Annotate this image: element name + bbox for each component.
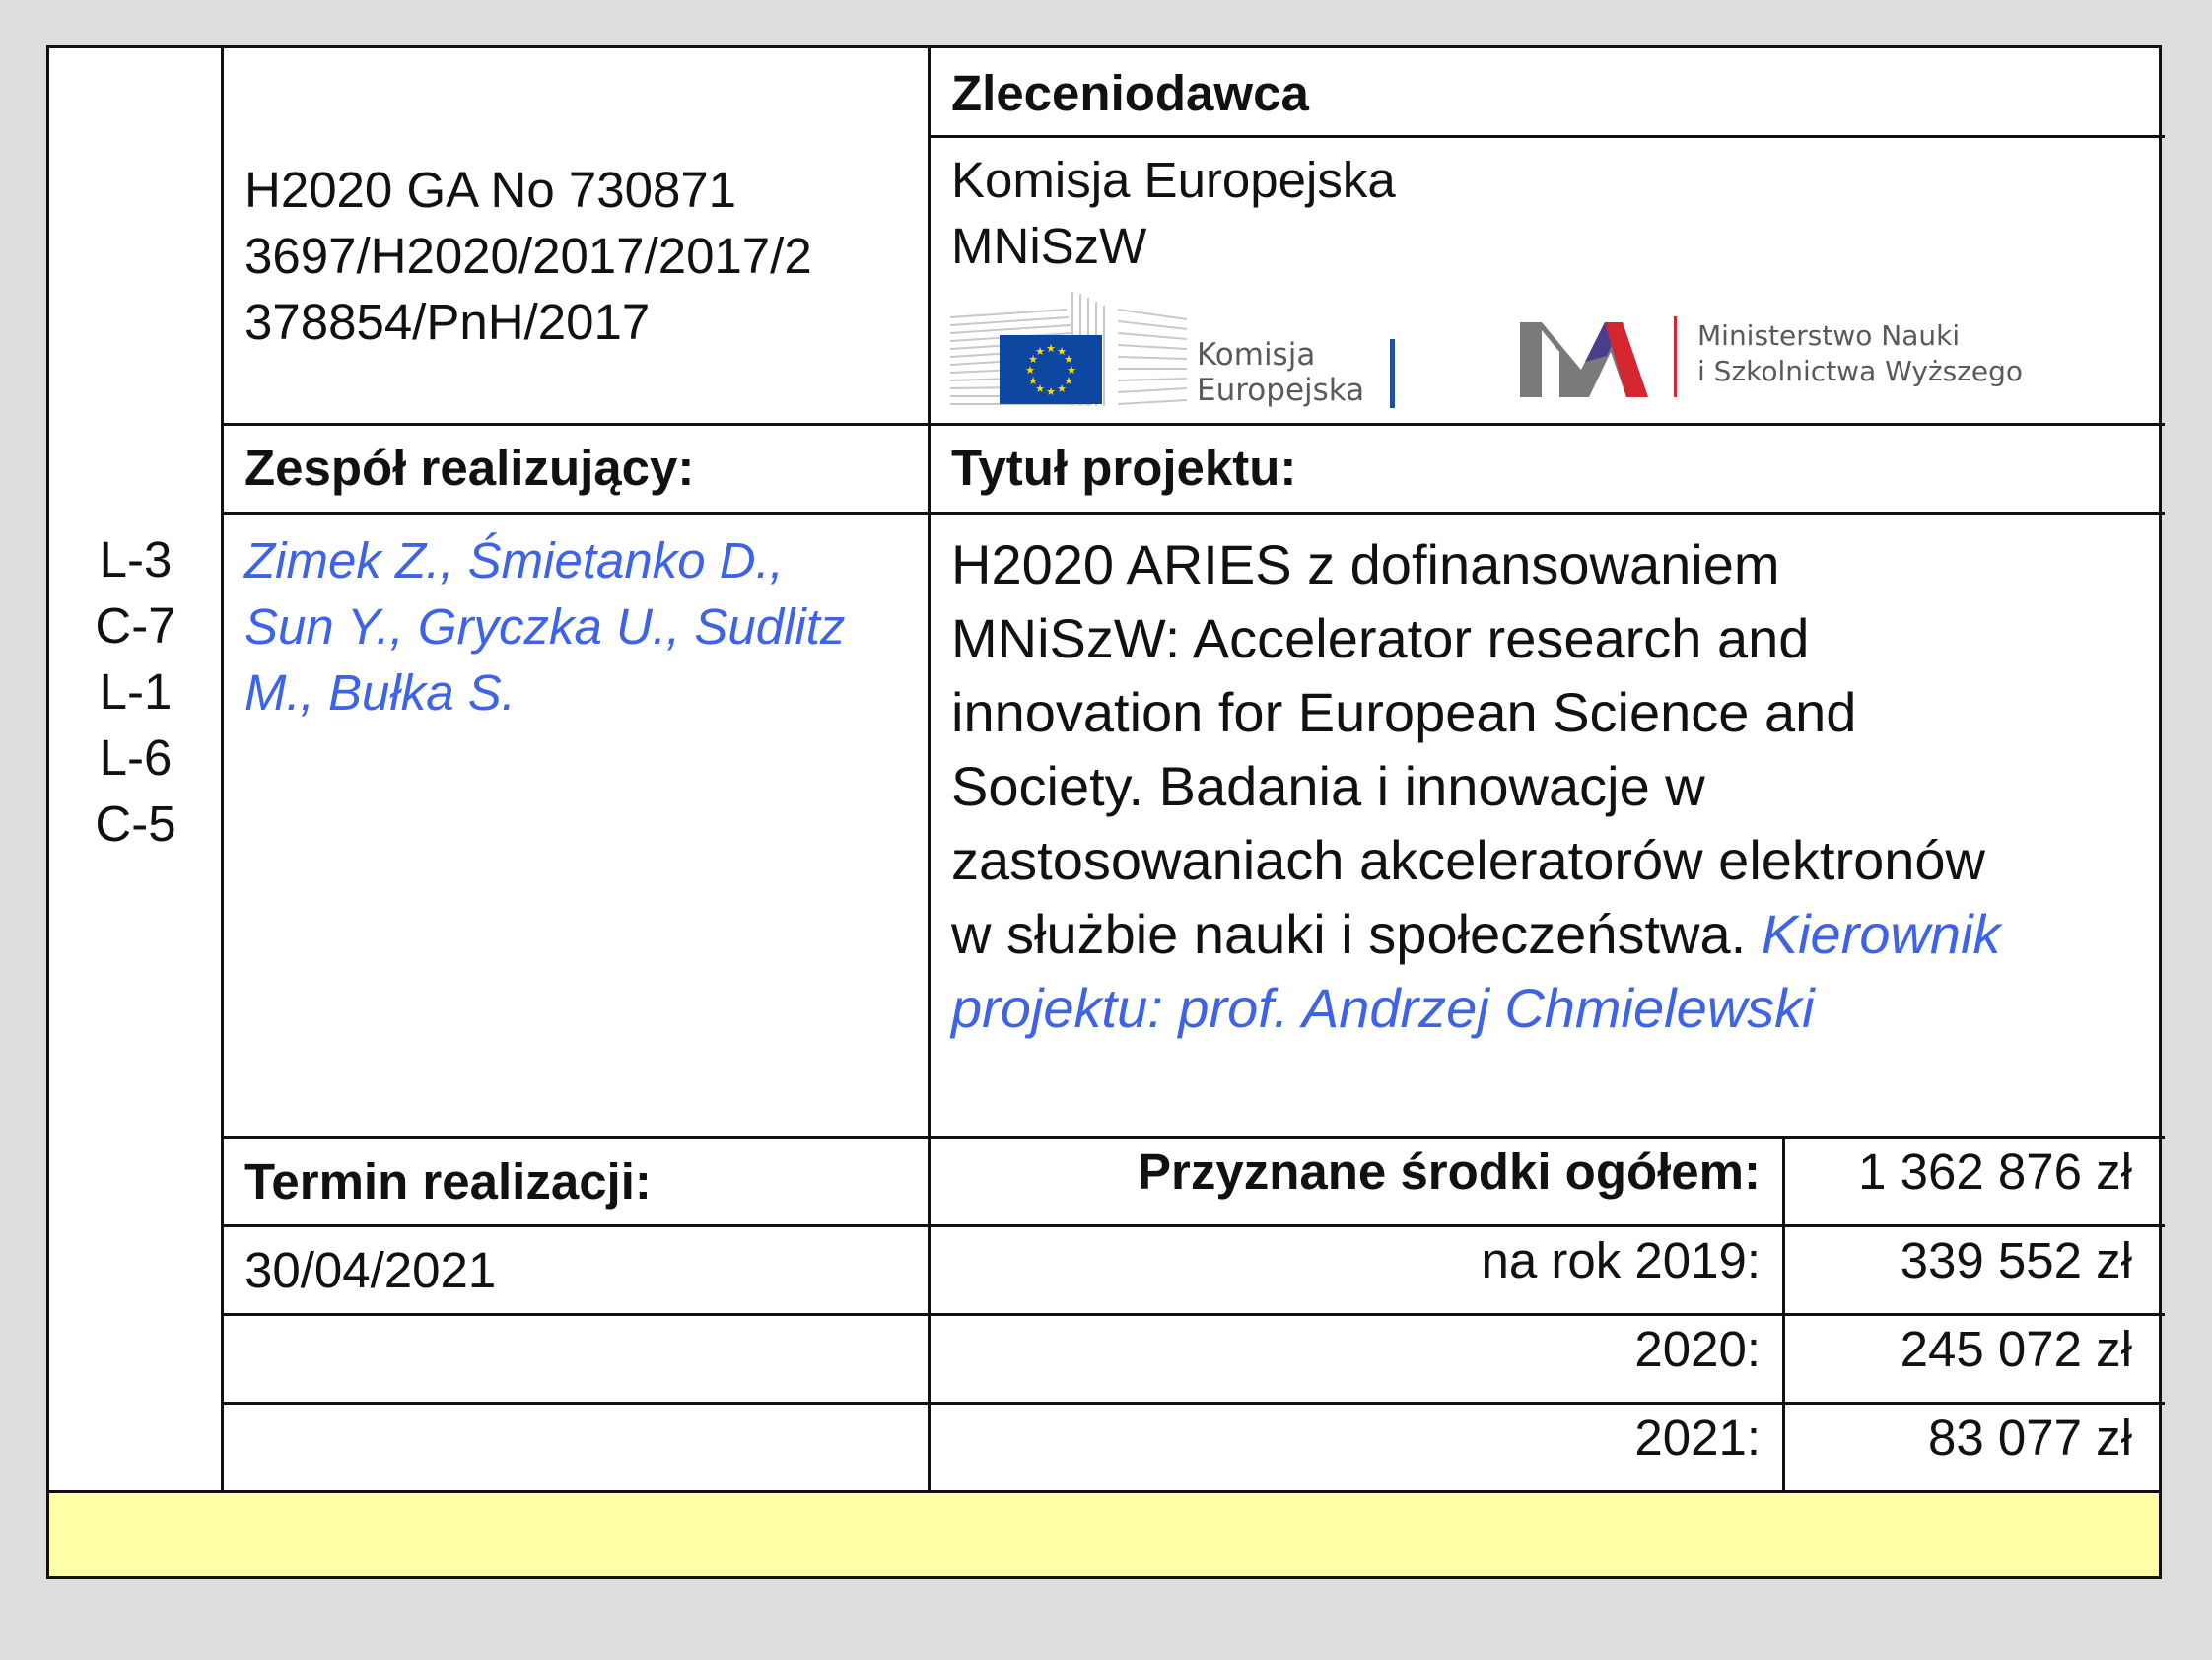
grant-number: H2020 GA No 730871: [244, 162, 737, 218]
ministry-logo-text: i Szkolnictwa Wyższego: [1697, 355, 2024, 387]
funding-year-value: 339 552 zł: [1900, 1232, 2132, 1288]
category-code: C-7: [95, 597, 176, 654]
ec-logo-text: Europejska: [1197, 373, 1365, 408]
svg-text:★: ★: [1035, 345, 1045, 358]
team-member-line: Zimek Z., Śmietanko D.,: [244, 532, 784, 588]
project-title-line: w służbie nauki i społeczeństwa.: [951, 903, 1747, 965]
project-title-line-final: [951, 897, 2154, 971]
project-title: [951, 527, 2154, 1045]
category-code: C-5: [95, 795, 176, 852]
funding-year-label: na rok 2019:: [1481, 1232, 1761, 1288]
svg-text:★: ★: [1057, 345, 1067, 358]
funding-total-label: Przyznane środki ogółem:: [1138, 1143, 1761, 1200]
svg-text:★: ★: [1064, 375, 1073, 387]
svg-text:★: ★: [1046, 385, 1056, 398]
project-title-line: innovation for European Science and: [951, 681, 1857, 743]
category-code: L-6: [99, 729, 173, 786]
footer-strip: [49, 1490, 2159, 1576]
divider: [221, 512, 2165, 515]
project-manager-label: Kierownik: [1761, 903, 2001, 965]
funding-total-value: 1 362 876 zł: [1858, 1143, 2132, 1200]
svg-text:★: ★: [1028, 375, 1038, 387]
ministry-logo-text: Ministerstwo Nauki: [1697, 319, 1961, 352]
ec-building-right-icon: [1118, 290, 1197, 408]
team-member-line: Sun Y., Gryczka U., Sudlitz: [244, 598, 846, 655]
funding-year-label: 2020:: [1634, 1321, 1761, 1377]
european-commission-logo: [950, 290, 1433, 408]
funding-year-label: 2021:: [1634, 1410, 1761, 1466]
team-header: Zespół realizujący:: [244, 440, 695, 496]
category-code: L-3: [99, 531, 173, 588]
divider: [928, 135, 2165, 138]
svg-text:★: ★: [1067, 364, 1076, 377]
funding-year-value: 245 072 zł: [1900, 1321, 2132, 1377]
ec-logo-text: Komisja: [1197, 337, 1316, 373]
project-title-line: H2020 ARIES z dofinansowaniem: [951, 533, 1780, 595]
category-code: L-1: [99, 663, 173, 720]
project-manager: projektu: prof. Andrzej Chmielewski: [951, 977, 1815, 1039]
divider: [221, 423, 2165, 426]
ministry-logo: [1520, 312, 2151, 411]
deadline-value: 30/04/2021: [244, 1242, 497, 1298]
ministry-emblem-icon: [1520, 322, 1648, 401]
ministry-logo-bar: [1674, 316, 1677, 397]
ec-building-icon: [950, 290, 1118, 408]
client-name: MNiSzW: [951, 218, 1147, 274]
svg-text:★: ★: [1025, 364, 1035, 377]
project-title-line: MNiSzW: Accelerator research and: [951, 607, 1810, 669]
grant-number: 378854/PnH/2017: [244, 294, 651, 350]
ec-logo-bar: [1390, 339, 1395, 408]
funding-year-value: 83 077 zł: [1928, 1410, 2132, 1466]
deadline-header: Termin realizacji:: [244, 1153, 652, 1210]
project-title-line: zastosowaniach akceleratorów elektronów: [951, 829, 1985, 891]
svg-text:★: ★: [1057, 382, 1067, 395]
project-title-line: Society. Badania i innowacje w: [951, 755, 1705, 817]
category-codes: [49, 526, 222, 857]
svg-text:★: ★: [1046, 342, 1056, 355]
svg-text:★: ★: [1028, 353, 1038, 366]
project-card: [46, 45, 2162, 1579]
client-header: Zleceniodawca: [951, 65, 1309, 121]
svg-text:★: ★: [1035, 382, 1045, 395]
project-header: Tytuł projektu:: [951, 440, 1297, 496]
client-name: Komisja Europejska: [951, 152, 1396, 208]
svg-text:★: ★: [1064, 353, 1073, 366]
grant-number: 3697/H2020/2017/2017/2: [244, 228, 812, 284]
team-member-line: M., Bułka S.: [244, 664, 516, 721]
